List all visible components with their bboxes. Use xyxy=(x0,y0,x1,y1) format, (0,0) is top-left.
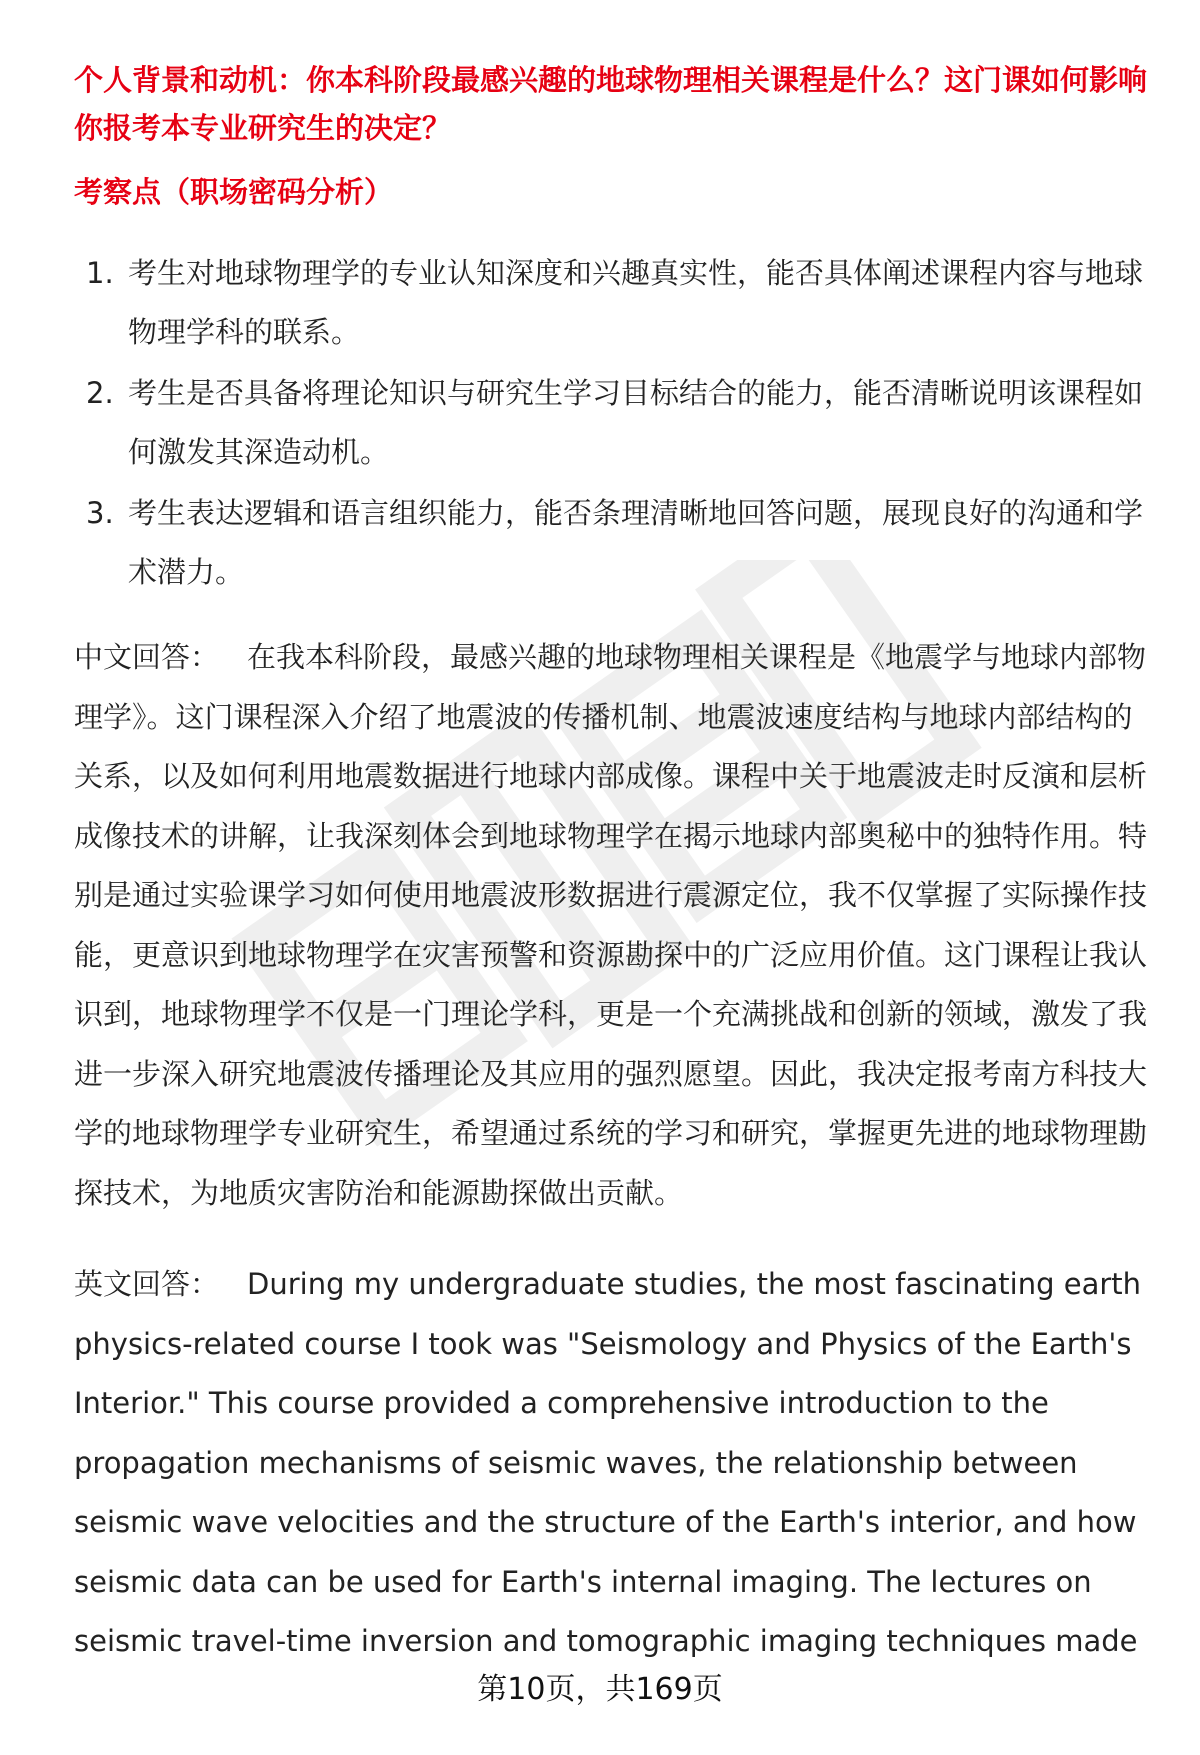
section-title: 考察点（职场密码分析） xyxy=(74,175,394,209)
page-number-footer: 第10页，共169页 xyxy=(477,1672,723,1707)
list-item-number: 2. xyxy=(86,376,114,410)
list-item xyxy=(74,244,1144,362)
chinese-answer-text: 在我本科阶段，最感兴趣的地球物理相关课程是《地震学与地球内部物理学》。这门课程深入介绍了地震波的传播机制、地震波速度结构与地球内部结构的关系，以及如何利用地震数据进行地球内部成像。课程中关于地震波走时反演和层析成像技术的讲解，让我深刻体会到地球物理学在揭示地球内部奥秘中的独特作用。特别是通过实验课学习如何使用地震波形数据进行震源定位，我不仅掌握了实际操作技能，更意识到地球物理学在灾害预警和资源勘探中的广泛应用价值。这门课程让我认识到，地球物理学不仅是一门理论学科，更是一个充满挑战和创新的领域，激发了我进一步深入研究地震波传播理论及其应用的强烈愿望。因此，我决定报考南方科技大学的地球物理学专业研究生，希望通过系统的学习和研究，掌握更先进的地球物理勘探技术，为地质灾害防治和能源勘探做出贡献。 xyxy=(74,640,1148,1210)
assessment-points-list xyxy=(74,244,1144,604)
english-answer-label: 英文回答： xyxy=(74,1267,220,1301)
list-item-number: 1. xyxy=(86,256,114,290)
chinese-answer xyxy=(74,628,1154,1223)
list-item-text: 考生表达逻辑和语言组织能力，能否条理清晰地回答问题，展现良好的沟通和学术潜力。 xyxy=(128,496,1144,589)
question-heading: 个人背景和动机：你本科阶段最感兴趣的地球物理相关课程是什么？这门课如何影响你报考本专业研究生的决定？ xyxy=(74,63,1148,145)
list-item-text: 考生是否具备将理论知识与研究生学习目标结合的能力，能否清晰说明该课程如何激发其深造动机。 xyxy=(128,376,1144,469)
list-item-number: 3. xyxy=(86,496,114,530)
english-answer xyxy=(74,1255,1154,1672)
list-item xyxy=(74,364,1144,482)
english-answer-text: During my undergraduate studies, the most fascinating earth physics-related course I took was "Seismology and Physics of the Earth's Interior." This course provided a comprehensive introduction to the propagation mechanisms of seismic waves, the relationship between seismic wave velocities and the structure of the Earth's interior, and how seismic data can be used for Earth's internal imaging. The lectures on seismic travel-time inversion and tomographic imaging techniques made xyxy=(74,1267,1142,1658)
list-item xyxy=(74,484,1144,602)
list-item-text: 考生对地球物理学的专业认知深度和兴趣真实性，能否具体阐述课程内容与地球物理学科的联系。 xyxy=(128,256,1144,349)
chinese-answer-label: 中文回答： xyxy=(74,640,220,674)
